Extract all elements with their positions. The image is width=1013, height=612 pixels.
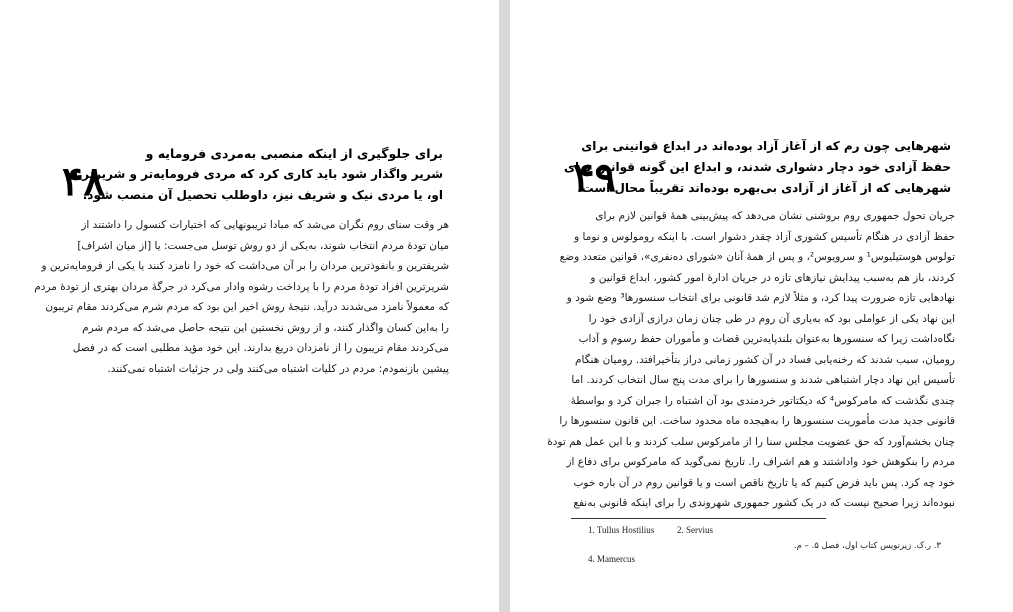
- body-line: خود چه کرد. پس باید فرض کنیم که یا تاریخ ناقص است و یا قوانین روم در آن باره خوب: [573, 476, 955, 489]
- heading-line: حفظ آزادی خود دچار دشواری شدند، و ابداع این گونه قوانین برای: [564, 160, 951, 174]
- footnote-4: 4. Mamercus: [588, 554, 635, 564]
- body-line: رومیان، سبب شدند که رخنه‌یابی فساد در آن کشور زمانی دراز بتأخیرافتد. رومیان هنگام: [575, 353, 955, 366]
- body-text: [547, 206, 955, 514]
- chapter-heading: [66, 143, 443, 206]
- body-line: شریرترین افراد تودهٔ مردم را با پرداخت رشوه وادار می‌کرد در جرگهٔ مردان بهتری از تودهٔ مردم: [34, 280, 449, 293]
- footnote-rule: [571, 518, 826, 519]
- body-text: [34, 215, 449, 379]
- body-line: میان تودهٔ مردم انتخاب شوند، به‌یکی از دو روش توسل می‌جست: یا [از میان اشراف]: [77, 239, 449, 252]
- footnote-3: ۳. ر.ک. زیرنویس کتاب اول، فصل ۵. – م.: [793, 541, 941, 551]
- heading-line: او، یا مردی نیک و شریف نیز، داوطلب تحصیل آن منصب شود.: [82, 188, 443, 202]
- body-line: شریفترین و بانفوذترین مردان را بر آن می‌داشت که خود را نامزد کنند یا یکی از فرومایه‌ترین و: [41, 260, 449, 272]
- body-line: پیشین بازنمودم: مردم در کلیات اشتباه می‌کنند ولی در جزئیات اشتباه نمی‌کنند.: [107, 362, 449, 375]
- footnote-2: 2. Servius: [677, 525, 713, 535]
- body-line: مردم را بنکوهش خود واداشتند و هم اشراف را. تاریخ نمی‌گوید که مامرکوس برای دفاع از: [566, 456, 955, 468]
- body-line: نهادهایی تازه ضرورت پیدا کرد، و مثلاً لازم شد قانونی برای انتخاب سنسورها³ وضع شود و: [566, 292, 955, 304]
- right-page: [510, 0, 1013, 612]
- footnote-1: 1. Tullus Hostilius: [588, 525, 655, 535]
- body-line: را به‌این کسان واگذار کنند، و از روش نخستین این نتیجه حاصل می‌شد که مردم شرم: [82, 321, 449, 334]
- body-line: چندی نگذشت که مامرکوس⁴ که دیکتاتور خردمندی بود آن اشتباه را جبران کرد و بواسطهٔ: [570, 394, 955, 407]
- body-line: قانونی جدید مدت مأموریت سنسورها را به‌هیجده ماه محدود ساخت. این قانون سنسورها را: [559, 415, 955, 427]
- heading-line: برای جلوگیری از اینکه منصبی به‌مردی فرومایه و: [145, 146, 443, 161]
- body-line: نبوده‌اند زیرا صحیح نیست که در یک کشور جمهوری شهروندی را برای اینکه قانونی به‌نفع: [573, 497, 955, 509]
- body-line: تولوس هوستیلیوس¹ و سرویوس²، و پس از همهٔ آنان «شورای ده‌نفری»، قوانین متعدد وضع: [559, 251, 955, 263]
- body-line: که معمولاً نامزد می‌شدند درآید. نتیجهٔ روش اخیر این بود که مردم شرم می‌کردند مقام تریبون: [45, 301, 449, 313]
- body-line: تأسیس این نهاد دچار اشتباهی شدند و سنسورها را برای مدت پنج سال انتخاب کردند. اما: [571, 374, 955, 386]
- heading-line: شهرهایی که از آغاز از آزادی بی‌بهره بوده‌اند تقریباً محال است.: [577, 181, 951, 195]
- page-number: ۴۸: [62, 158, 105, 205]
- body-line: هر وقت سنای روم نگران می‌شد که مبادا تریبونهایی که اختیارات کنسول را داشتند از: [81, 219, 449, 231]
- heading-line: شریر واگذار شود باید کاری کرد که مردی فرومایه‌تر و شریرتر از: [66, 167, 443, 181]
- body-line: می‌کردند مقام تریبون را از نامزدان دریغ بدارند. این خود مؤید مطلبی است که در فصل: [72, 342, 449, 354]
- body-line: حفظ آزادی در هنگام تأسیس کشوری آزاد چقدر دشوار است. با اینکه رومولوس و نوما و: [574, 230, 955, 243]
- body-line: این نهاد یکی از عواملی بود که به‌یاری آن روم در طی چنان زمان درازی آزادی خود را: [588, 312, 955, 325]
- body-line: نگاه‌داشت زیرا که سنسورها به‌عنوان بلندپایه‌ترین قضات و مأموران حفظ رسوم و آداب: [578, 333, 955, 345]
- body-line: جریان تحول جمهوری روم بروشنی نشان می‌دهد که پیش‌بینی همهٔ قوانین لازم برای: [595, 210, 955, 222]
- left-page: [0, 0, 499, 612]
- body-line: کردند، باز هم به‌سبب پیدایش نیازهای تازه در جریان ادارهٔ امور کشور، ابداع قوانین و: [590, 271, 955, 284]
- body-line: چنان بخشم‌آورد که حق عضویت مجلس سنا را از مامرکوس سلب کردند و با این عمل هم تودهٔ: [547, 435, 955, 448]
- page-number: ۴۹: [573, 154, 616, 201]
- heading-line: شهرهایی چون رم که از آغاز آزاد بوده‌اند در ابداع قوانینی برای: [581, 139, 951, 153]
